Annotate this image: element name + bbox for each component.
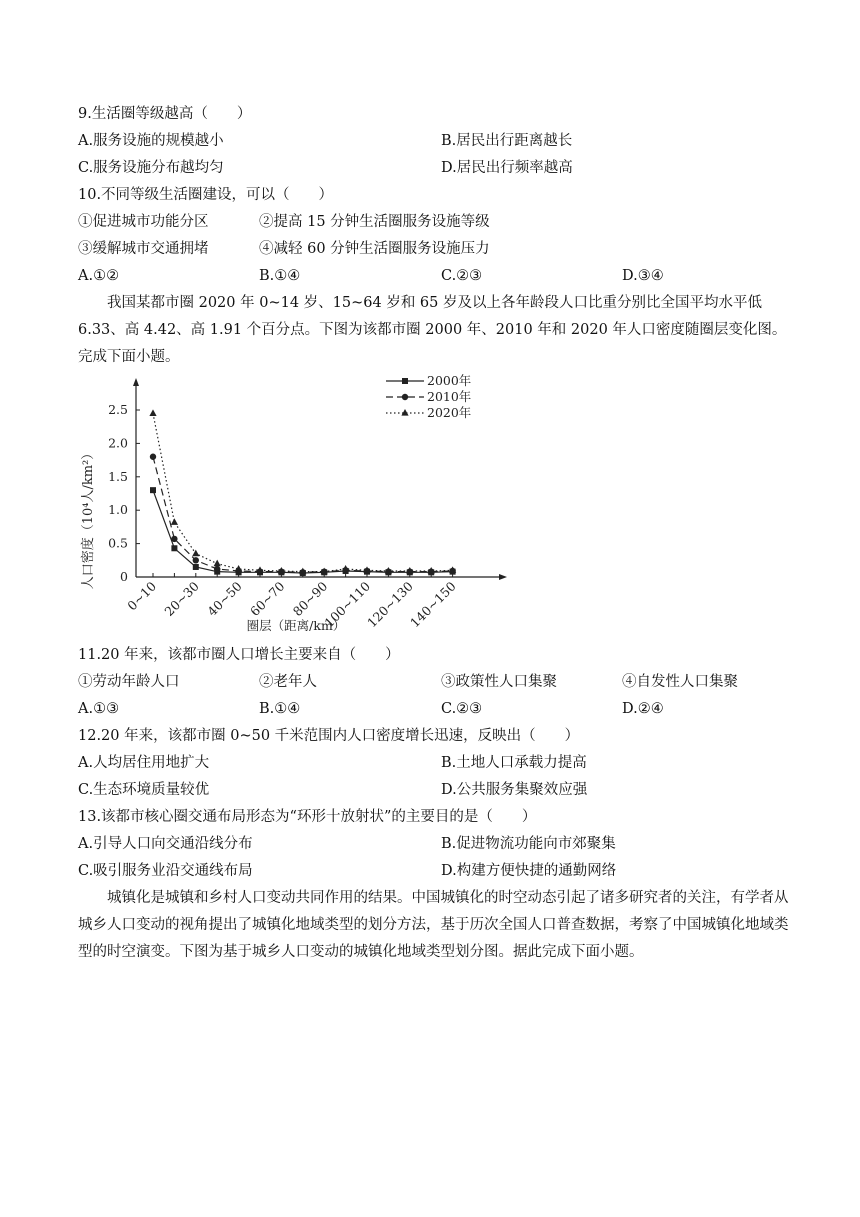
- x-tick-label: 80~90: [289, 578, 331, 620]
- data-point: [214, 560, 221, 567]
- q9-option-c: C.服务设施分布越均匀: [78, 160, 224, 176]
- q12-option-d: D.公共服务集聚效应强: [441, 782, 588, 798]
- q9-option-b: B.居民出行距离越长: [441, 133, 573, 149]
- data-point: [150, 454, 156, 460]
- data-point: [193, 564, 199, 570]
- q10-option-a: A.①②: [78, 268, 120, 284]
- q10-option-c: C.②③: [441, 268, 483, 284]
- y-tick-label: 2.5: [108, 402, 128, 417]
- q11-statement-4: ④自发性人口集聚: [622, 674, 738, 690]
- y-tick-label: 2.0: [108, 435, 128, 451]
- q11-stem: 11.20 年来，该都市圈人口增长主要来自（ ）: [78, 647, 400, 663]
- q10-statement-3: ③缓解城市交通拥堵: [78, 241, 209, 257]
- q9-stem: 9.生活圈等级越高（ ）: [78, 106, 252, 122]
- q10-stem: 10.不同等级生活圈建设，可以（ ）: [78, 187, 334, 203]
- chart-x-axis-label: 圈层（距离/km）: [246, 618, 346, 633]
- q11-statement-2: ②老年人: [259, 674, 317, 690]
- q12-stem: 12.20 年来，该都市圈 0~50 千米范围内人口密度增长迅速，反映出（ ）: [78, 728, 580, 744]
- q12-option-b: B.土地人口承载力提高: [441, 755, 587, 771]
- y-tick-label: 1.5: [108, 468, 128, 484]
- q11-option-c: C.②③: [441, 701, 483, 717]
- q13-option-a: A.引导人口向交通沿线分布: [78, 836, 253, 852]
- x-tick-label: 60~70: [247, 578, 288, 620]
- chart-y-ticks: [108, 402, 140, 584]
- legend-marker: [402, 394, 408, 400]
- series-line-2020年: [153, 413, 453, 571]
- q10-option-d: D.③④: [622, 268, 664, 284]
- q9-option-d: D.居民出行频率越高: [441, 160, 573, 176]
- y-tick-label: 1.0: [108, 502, 128, 518]
- chart-legend: [386, 373, 471, 420]
- q11-statement-1: ①劳动年龄人口: [78, 674, 180, 690]
- legend-marker: [401, 409, 408, 416]
- q10-statement-4: ④减轻 60 分钟生活圈服务设施压力: [259, 241, 490, 257]
- passage-metro-population: 我国某都市圈 2020 年 0~14 岁、15~64 岁和 65 岁及以上各年龄段人口比重分别比全国平均水平低 6.33、高 4.42、高 1.91 个百分点。下图为该都市圈 2000 年、2010 年和 2020 年人口密度随圈层变化图。完成下面小题。: [78, 295, 787, 365]
- x-tick-label: 40~50: [204, 578, 245, 620]
- chart-y-axis-label: 人口密度（10⁴人/km²）: [81, 446, 96, 590]
- q12-option-a: A.人均居住用地扩大: [78, 755, 210, 771]
- legend-label: 2000年: [427, 373, 472, 388]
- data-point: [171, 545, 177, 551]
- data-point: [149, 409, 156, 416]
- y-tick-label: 0.5: [108, 535, 128, 551]
- q11-option-a: A.①③: [78, 701, 120, 717]
- data-point: [193, 557, 199, 563]
- y-axis-arrow: [133, 378, 139, 386]
- x-tick-label: 20~30: [161, 578, 202, 620]
- population-density-chart: [74, 368, 514, 638]
- chart-series: [149, 409, 456, 576]
- legend-marker: [402, 378, 408, 384]
- data-point: [150, 487, 156, 493]
- q11-option-b: B.①④: [259, 701, 301, 717]
- passage-urbanization: 城镇化是城镇和乡村人口变动共同作用的结果。中国城镇化的时空动态引起了诸多研究者的关注，有学者从城乡人口变动的视角提出了城镇化地域类型的划分方法，基于历次全国人口普查数据，考察了中国城镇化地域类型的时空演变。下图为基于城乡人口变动的城镇化地域类型划分图。据此完成下面小题。: [78, 890, 789, 960]
- q13-option-d: D.构建方便快捷的通勤网络: [441, 863, 617, 879]
- x-tick-label: 120~130: [364, 578, 416, 631]
- x-tick-label: 140~150: [406, 578, 459, 631]
- data-point: [171, 518, 178, 525]
- q13-option-b: B.促进物流功能向市郊聚集: [441, 836, 616, 852]
- y-tick-label: 0: [120, 569, 128, 584]
- q10-statement-1: ①促进城市功能分区: [78, 214, 209, 230]
- q10-statement-2: ②提高 15 分钟生活圈服务设施等级: [259, 214, 490, 230]
- q10-option-b: B.①④: [259, 268, 301, 284]
- q13-option-c: C.吸引服务业沿交通线布局: [78, 863, 253, 879]
- q12-option-c: C.生态环境质量较优: [78, 782, 210, 798]
- x-tick-label: 0~10: [124, 578, 160, 614]
- q11-option-d: D.②④: [622, 701, 664, 717]
- legend-label: 2010年: [427, 389, 472, 404]
- legend-label: 2020年: [427, 405, 472, 420]
- data-point: [171, 536, 177, 542]
- q9-option-a: A.服务设施的规模越小: [78, 133, 224, 149]
- data-point: [214, 566, 220, 572]
- x-tick-label: 100~110: [321, 578, 374, 631]
- q13-stem: 13.该都市核心圈交通布局形态为“环形十放射状”的主要目的是（ ）: [78, 809, 537, 825]
- q11-statement-3: ③政策性人口集聚: [441, 674, 557, 690]
- x-axis-arrow: [499, 574, 507, 580]
